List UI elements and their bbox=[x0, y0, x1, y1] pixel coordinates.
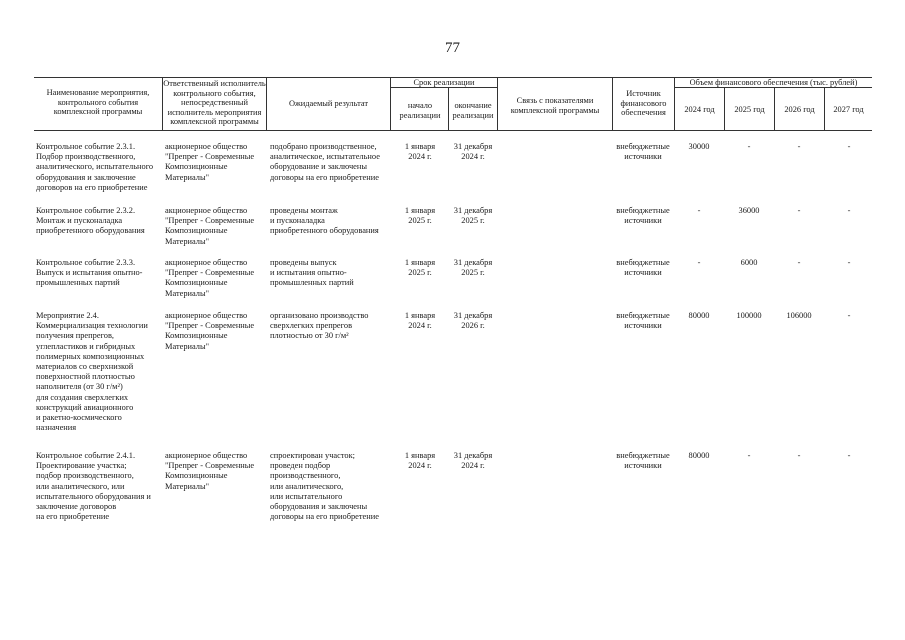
header-responsible: Ответственный исполнитель контрольного события, непосредственный исполнитель мероприятия комплексной программы bbox=[163, 79, 266, 127]
header-2026: 2026 год bbox=[784, 105, 815, 114]
cell-start: 1 января 2024 г. bbox=[404, 451, 436, 471]
cell-responsible: акционерное общество "Препрег - Современные Композиционные Материалы" bbox=[165, 258, 255, 298]
cell-2024: 80000 bbox=[688, 451, 710, 460]
cell-source: внебюджетные источники bbox=[616, 206, 670, 226]
cell-responsible: акционерное общество "Препрег - Современные Композиционные Материалы" bbox=[165, 142, 255, 182]
cell-result: проведены монтаж и пусконаладка приобретенного оборудования bbox=[270, 206, 379, 236]
cell-end: 31 декабря 2025 г. bbox=[453, 206, 493, 226]
header-link: Связь с показателями комплексной программы bbox=[510, 96, 600, 115]
header-result: Ожидаемый результат bbox=[288, 99, 369, 108]
cell-2024: - bbox=[697, 258, 701, 267]
cell-start: 1 января 2025 г. bbox=[404, 258, 436, 278]
cell-source: внебюджетные источники bbox=[616, 258, 670, 278]
cell-2025: - bbox=[747, 451, 751, 460]
cell-2027: - bbox=[847, 311, 851, 320]
cell-2025: - bbox=[747, 142, 751, 151]
header-source: Источник финансового обеспечения bbox=[620, 89, 667, 118]
cell-start: 1 января 2024 г. bbox=[404, 311, 436, 331]
cell-end: 31 декабря 2025 г. bbox=[453, 258, 493, 278]
header-name: Наименование мероприятия, контрольного события комплексной программы bbox=[46, 88, 150, 117]
cell-end: 31 декабря 2024 г. bbox=[453, 451, 493, 471]
cell-2027: - bbox=[847, 206, 851, 215]
cell-2026: - bbox=[797, 451, 801, 460]
cell-2026: - bbox=[797, 142, 801, 151]
cell-source: внебюджетные источники bbox=[616, 142, 670, 162]
cell-2027: - bbox=[847, 142, 851, 151]
cell-responsible: акционерное общество "Препрег - Современные Композиционные Материалы" bbox=[165, 206, 255, 246]
cell-2024: 30000 bbox=[688, 142, 710, 151]
cell-2025: 36000 bbox=[738, 206, 760, 215]
cell-start: 1 января 2024 г. bbox=[404, 142, 436, 162]
cell-2027: - bbox=[847, 258, 851, 267]
header-period: Срок реализации bbox=[413, 78, 475, 87]
cell-name: Контрольное событие 2.3.3. Выпуск и испытания опытно- промышленных партий bbox=[36, 258, 143, 288]
cell-2024: - bbox=[697, 206, 701, 215]
cell-2026: - bbox=[797, 206, 801, 215]
cell-result: спроектирован участок; проведен подбор производственного, или аналитического, или испытательного оборудования и заключены договоры на его приобретение bbox=[270, 451, 379, 522]
cell-source: внебюджетные источники bbox=[616, 311, 670, 331]
header-2024: 2024 год bbox=[684, 105, 715, 114]
cell-end: 31 декабря 2024 г. bbox=[453, 142, 493, 162]
cell-name: Мероприятие 2.4. Коммерциализация технологии получения препрегов, углепластиков и гибридных полимерных композиционных материалов со сверхнизкой поверхностной плотностью наполнителя (от 30 г/м²) для создания сверхлегких конструкций авиационного и ракетно-космического назначения bbox=[36, 311, 148, 433]
header-bottom-border bbox=[34, 130, 872, 131]
cell-result: организовано производство сверхлегких препрегов плотностью от 30 г/м² bbox=[270, 311, 369, 341]
cell-2027: - bbox=[847, 451, 851, 460]
cell-result: подобрано производственное, аналитическое, испытательное оборудование и заключены договоры на его приобретение bbox=[270, 142, 380, 182]
cell-source: внебюджетные источники bbox=[616, 451, 670, 471]
header-end: окончание реализации bbox=[452, 101, 494, 120]
cell-end: 31 декабря 2026 г. bbox=[453, 311, 493, 331]
header-funding: Объем финансового обеспечения (тыс. рублей) bbox=[689, 78, 858, 87]
cell-2024: 80000 bbox=[688, 311, 710, 320]
header-2027: 2027 год bbox=[833, 105, 864, 114]
cell-responsible: акционерное общество "Препрег - Современные Композиционные Материалы" bbox=[165, 451, 255, 491]
cell-2025: 6000 bbox=[740, 258, 758, 267]
cell-name: Контрольное событие 2.4.1. Проектирование участка; подбор производственного, или аналитического, или испытательного оборудования и заключение договоров на его приобретение bbox=[36, 451, 151, 522]
cell-start: 1 января 2025 г. bbox=[404, 206, 436, 226]
header-2025: 2025 год bbox=[734, 105, 765, 114]
cell-2026: - bbox=[797, 258, 801, 267]
page-number: 77 bbox=[445, 40, 460, 56]
header-start: начало реализации bbox=[399, 101, 441, 120]
cell-2025: 100000 bbox=[736, 311, 762, 320]
cell-name: Контрольное событие 2.3.2. Монтаж и пусконаладка приобретенного оборудования bbox=[36, 206, 145, 236]
cell-responsible: акционерное общество "Препрег - Современные Композиционные Материалы" bbox=[165, 311, 255, 351]
cell-result: проведены выпуск и испытания опытно- промышленных партий bbox=[270, 258, 354, 288]
cell-2026: 106000 bbox=[786, 311, 812, 320]
cell-name: Контрольное событие 2.3.1. Подбор производственного, аналитического, испытательного оборудования и заключение договоров на его приобретение bbox=[36, 142, 154, 192]
